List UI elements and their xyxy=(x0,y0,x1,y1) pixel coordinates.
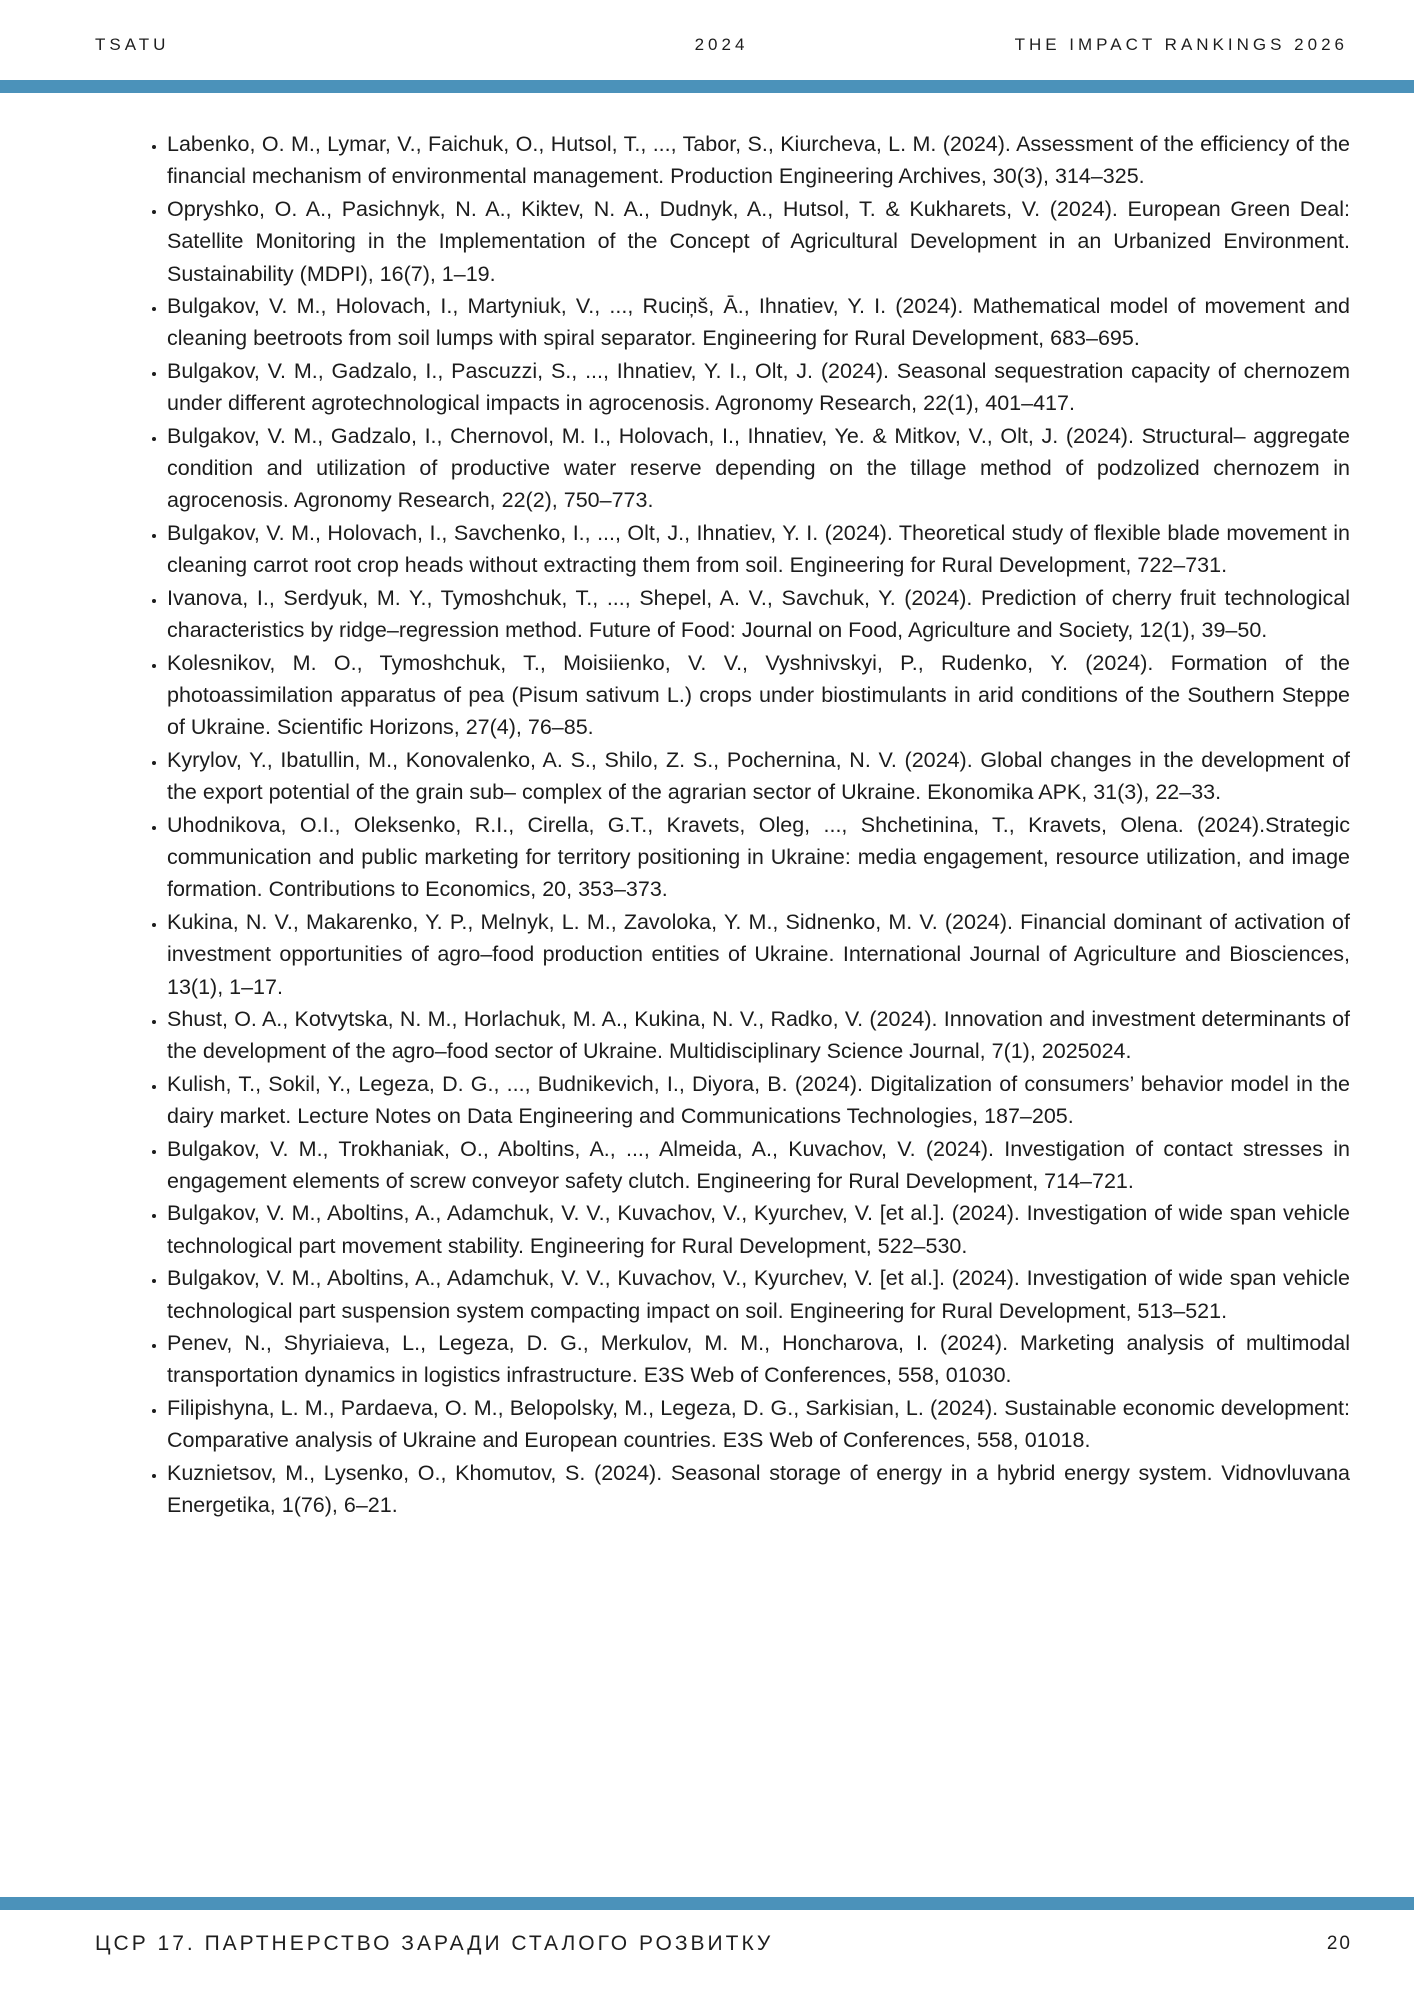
reference-item: • Shust, O. A., Kotvytska, N. M., Horlachuk, M. A., Kukina, N. V., Radko, V. (2024). Innovation and investment determinants of the development of the agro–food sector of Ukraine. Multidisciplinary Science Journal, 7(1), 2025024. xyxy=(167,1003,1350,1068)
reference-item: • Bulgakov, V. M., Aboltins, A., Adamchuk, V. V., Kuvachоv, V., Kyurchev, V. [et al.]. (2024). Investigation of wide span vehicle technological part movement stability. Engineering for Rural Development, 522–530. xyxy=(167,1197,1350,1262)
page-footer xyxy=(95,1932,1352,1956)
header-right-title: THE IMPACT RANKINGS 2026 xyxy=(1014,35,1348,54)
header-accent-bar xyxy=(0,80,1414,93)
reference-item: • Kyrylov, Y., Ibatullin, M., Konovalenko, A. S., Shilo, Z. S., Pochernina, N. V. (2024). Global changes in the development of the export potential of the grain sub– complex of the agrarian sector of Ukraine. Ekonomika APK, 31(3), 22–33. xyxy=(167,744,1350,809)
page-header xyxy=(95,30,1348,60)
reference-item: • Ivanova, I., Serdyuk, M. Y., Tymoshchuk, T., ..., Shepel, A. V., Savchuk, Y. (2024). Prediction of cherry fruit technological characteristics by ridge–regression method. Future of Food: Journal on Food, Agriculture and Society, 12(1), 39–50. xyxy=(167,582,1350,647)
references-section xyxy=(133,128,1350,1521)
header-year-label: 2024 xyxy=(694,35,749,54)
reference-item: • Labenko, O. M., Lymar, V., Faichuk, O., Hutsol, T., ..., Tabor, S., Kiurcheva, L. M. (2024). Assessment of the efficiency of the financial mechanism of environmental management. Production Engineering Archives, 30(3), 314–325. xyxy=(167,128,1350,193)
reference-item: • Kolesnikov, M. O., Tymoshchuk, T., Moisiienko, V. V., Vyshnivskyi, P., Rudenkо, Y. (2024). Formation of the photoassimilation apparatus of pea (Pisum sativum L.) crops under biostimulants in arid conditions of the Southern Steppe of Ukraine. Scientific Horizons, 27(4), 76–85. xyxy=(167,647,1350,744)
page-number: 20 xyxy=(1326,1933,1352,1954)
reference-list xyxy=(133,128,1350,1521)
reference-item: • Penev, N., Shyriaieva, L., Legeza, D. G., Merkulov, M. M., Honcharova, I. (2024). Marketing analysis of multimodal transportation dynamics in logistics infrastructure. E3S Web of Conferences, 558, 01030. xyxy=(167,1327,1350,1392)
reference-item: • Bulgakov, V. M., Aboltins, A., Adamchuk, V. V., Kuvachоv, V., Kyurchev, V. [et al.]. (2024). Investigation of wide span vehicle technological part suspension system compacting impact on soil. Engineering for Rural Development, 513–521. xyxy=(167,1262,1350,1327)
reference-item: • Bulgakov, V. M., Gadzalo, I., Pascuzzi, S., ..., Ihnatiev, Y. I., Olt, J. (2024). Seasonal sequestration capacity of chernozem under different agrotechnological impacts in agrocenosis. Agronomy Research, 22(1), 401–417. xyxy=(167,355,1350,420)
reference-item: • Kukina, N. V., Makarenko, Y. P., Melnyk, L. M., Zavoloka, Y. M., Sidnenko, M. V. (2024). Financial dominant of activation of investment opportunities of agro–food production entities of Ukraine. International Journal of Agriculture and Biosciences, 13(1), 1–17. xyxy=(167,906,1350,1003)
footer-sdg-label: ЦСР 17. ПАРТНЕРСТВО ЗАРАДИ СТАЛОГО РОЗВИТКУ xyxy=(95,1932,774,1955)
reference-item: • Kuznietsov, M., Lysenko, O., Khomutov, S. (2024). Seasonal storage of energy in a hybrid energy system. Vidnovluvana Energetika, 1(76), 6–21. xyxy=(167,1457,1350,1522)
reference-item: • Bulgakov, V. M., Holovach, I., Savchenko, I., ..., Olt, J., Ihnatiev, Y. I. (2024). Theoretical study of flexible blade movement in cleaning carrot root crop heads without extracting them from soil. Engineering for Rural Development, 722–731. xyxy=(167,517,1350,582)
reference-item: • Bulgakov, V. M., Gadzalo, I., Chernovol, M. I., Holovach, I., Ihnatiev, Ye. & Mitkov, V., Olt, J. (2024). Structural– aggregate condition and utilization of productive water reserve depending on the tillage method of podzolized chernozem in agrocenosis. Agronomy Research, 22(2), 750–773. xyxy=(167,420,1350,517)
reference-item: • Opryshko, O. A., Pasichnyk, N. A., Kiktev, N. A., Dudnyk, A., Hutsol, T. & Kukharets, V. (2024). European Green Deal: Satellite Monitoring in the Implementation of the Concept of Agricultural Development in an Urbanized Environment. Sustainability (MDPI), 16(7), 1–19. xyxy=(167,193,1350,290)
reference-item: • Filipishyna, L. M., Pardaeva, O. M., Belopolsky, M., Legeza, D. G., Sarkisian, L. (2024). Sustainable economic development: Comparative analysis of Ukraine and European countries. E3S Web of Conferences, 558, 01018. xyxy=(167,1392,1350,1457)
footer-accent-bar xyxy=(0,1897,1414,1910)
reference-item: • Bulgakov, V. M., Holovach, I., Martyniuk, V., ..., Ruciņš, Ā., Ihnatiev, Y. I. (2024). Mathematical model of movement and cleaning beetroots from soil lumps with spiral separator. Engineering for Rural Development, 683–695. xyxy=(167,290,1350,355)
reference-item: • Bulgakov, V. M., Trokhaniak, O., Aboltins, A., ..., Almeida, A., Kuvachоv, V. (2024). Investigation of contact stresses in engagement elements of screw conveyor safety clutch. Engineering for Rural Development, 714–721. xyxy=(167,1133,1350,1198)
reference-item: • Kulish, T., Sokil, Y., Legeza, D. G., ..., Budnikevich, I., Diyora, B. (2024). Digitalization of consumers’ behavior model in the dairy market. Lecture Notes on Data Engineering and Communications Technologies, 187–205. xyxy=(167,1068,1350,1133)
header-left-label: TSATU xyxy=(95,35,170,54)
reference-item: • Uhodnikova, O.I., Oleksenko, R.I., Cirella, G.T., Kravets, Oleg, ..., Shchetinina, T., Kravets, Olena. (2024).Strategic communication and public marketing for territory positioning in Ukraine: media engagement, resource utilization, and image formation. Contributions to Economics, 20, 353–373. xyxy=(167,809,1350,906)
